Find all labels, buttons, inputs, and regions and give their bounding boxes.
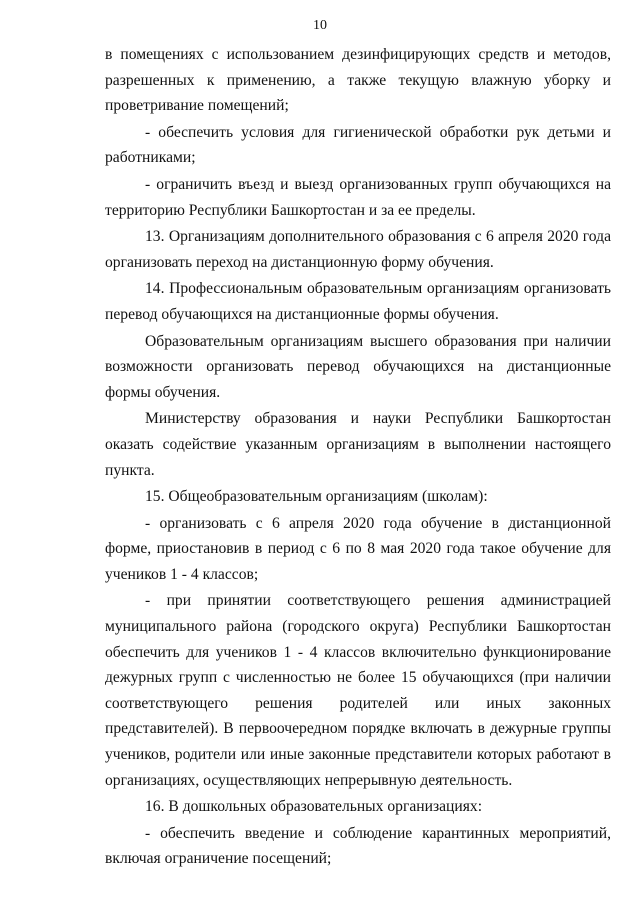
paragraph-distance-learning: - организовать с 6 апреля 2020 года обучение в дистанционной форме, приостановив в период с 6 по 8 мая 2020 года такое обучение для учеников 1 - 4 классов; xyxy=(105,514,611,583)
paragraph-hand-hygiene: - обеспечить условия для гигиенической обработки рук детьми и работниками; xyxy=(105,123,611,167)
paragraph-ministry: Министерству образования и науки Республики Башкортостан оказать содействие указанным организациям в выполнении настоящего пункта. xyxy=(105,410,611,479)
paragraph-quarantine: - обеспечить введение и соблюдение карантинных мероприятий, включая ограничение посещений; xyxy=(105,824,611,868)
paragraph-item-15: 15. Общеобразовательным организациям (школам): xyxy=(145,488,488,506)
paragraph-item-13: 13. Организациям дополнительного образования с 6 апреля 2020 года организовать переход на дистанционную форму обучения. xyxy=(105,228,611,271)
page-number: 10 xyxy=(313,18,327,33)
paragraph-restrict-travel: - ограничить въезд и выезд организованных групп обучающихся на территорию Республики Башкортостан и за ее пределы. xyxy=(105,175,611,219)
paragraph-item-14: 14. Профессиональным образовательным организациям организовать перевод обучающихся на дистанционные формы обучения. xyxy=(105,280,611,323)
document-body xyxy=(105,42,611,873)
paragraph-disinfection-cont: в помещениях с использованием дезинфицирующих средств и методов, разрешенных к применению, а также текущую влажную уборку и проветривание помещений; xyxy=(105,46,611,115)
paragraph-item-16: 16. В дошкольных образовательных организациях: xyxy=(145,798,483,816)
paragraph-duty-groups: - при принятии соответствующего решения администрацией муниципального района (городского округа) Республики Башкортостан обеспечить для учеников 1 - 4 классов включительно функционирование дежурных групп с численностью не более 15 обучающихся (при наличии соответствующего решения родителей или иных законных представителей). В первоочередном порядке включать в дежурные группы учеников, родители или иные законные представители которых работают в организациях, осуществляющих непрерывную деятельность. xyxy=(105,592,611,789)
paragraph-higher-education: Образовательным организациям высшего образования при наличии возможности организовать перевод обучающихся на дистанционные формы обучения. xyxy=(105,332,611,401)
